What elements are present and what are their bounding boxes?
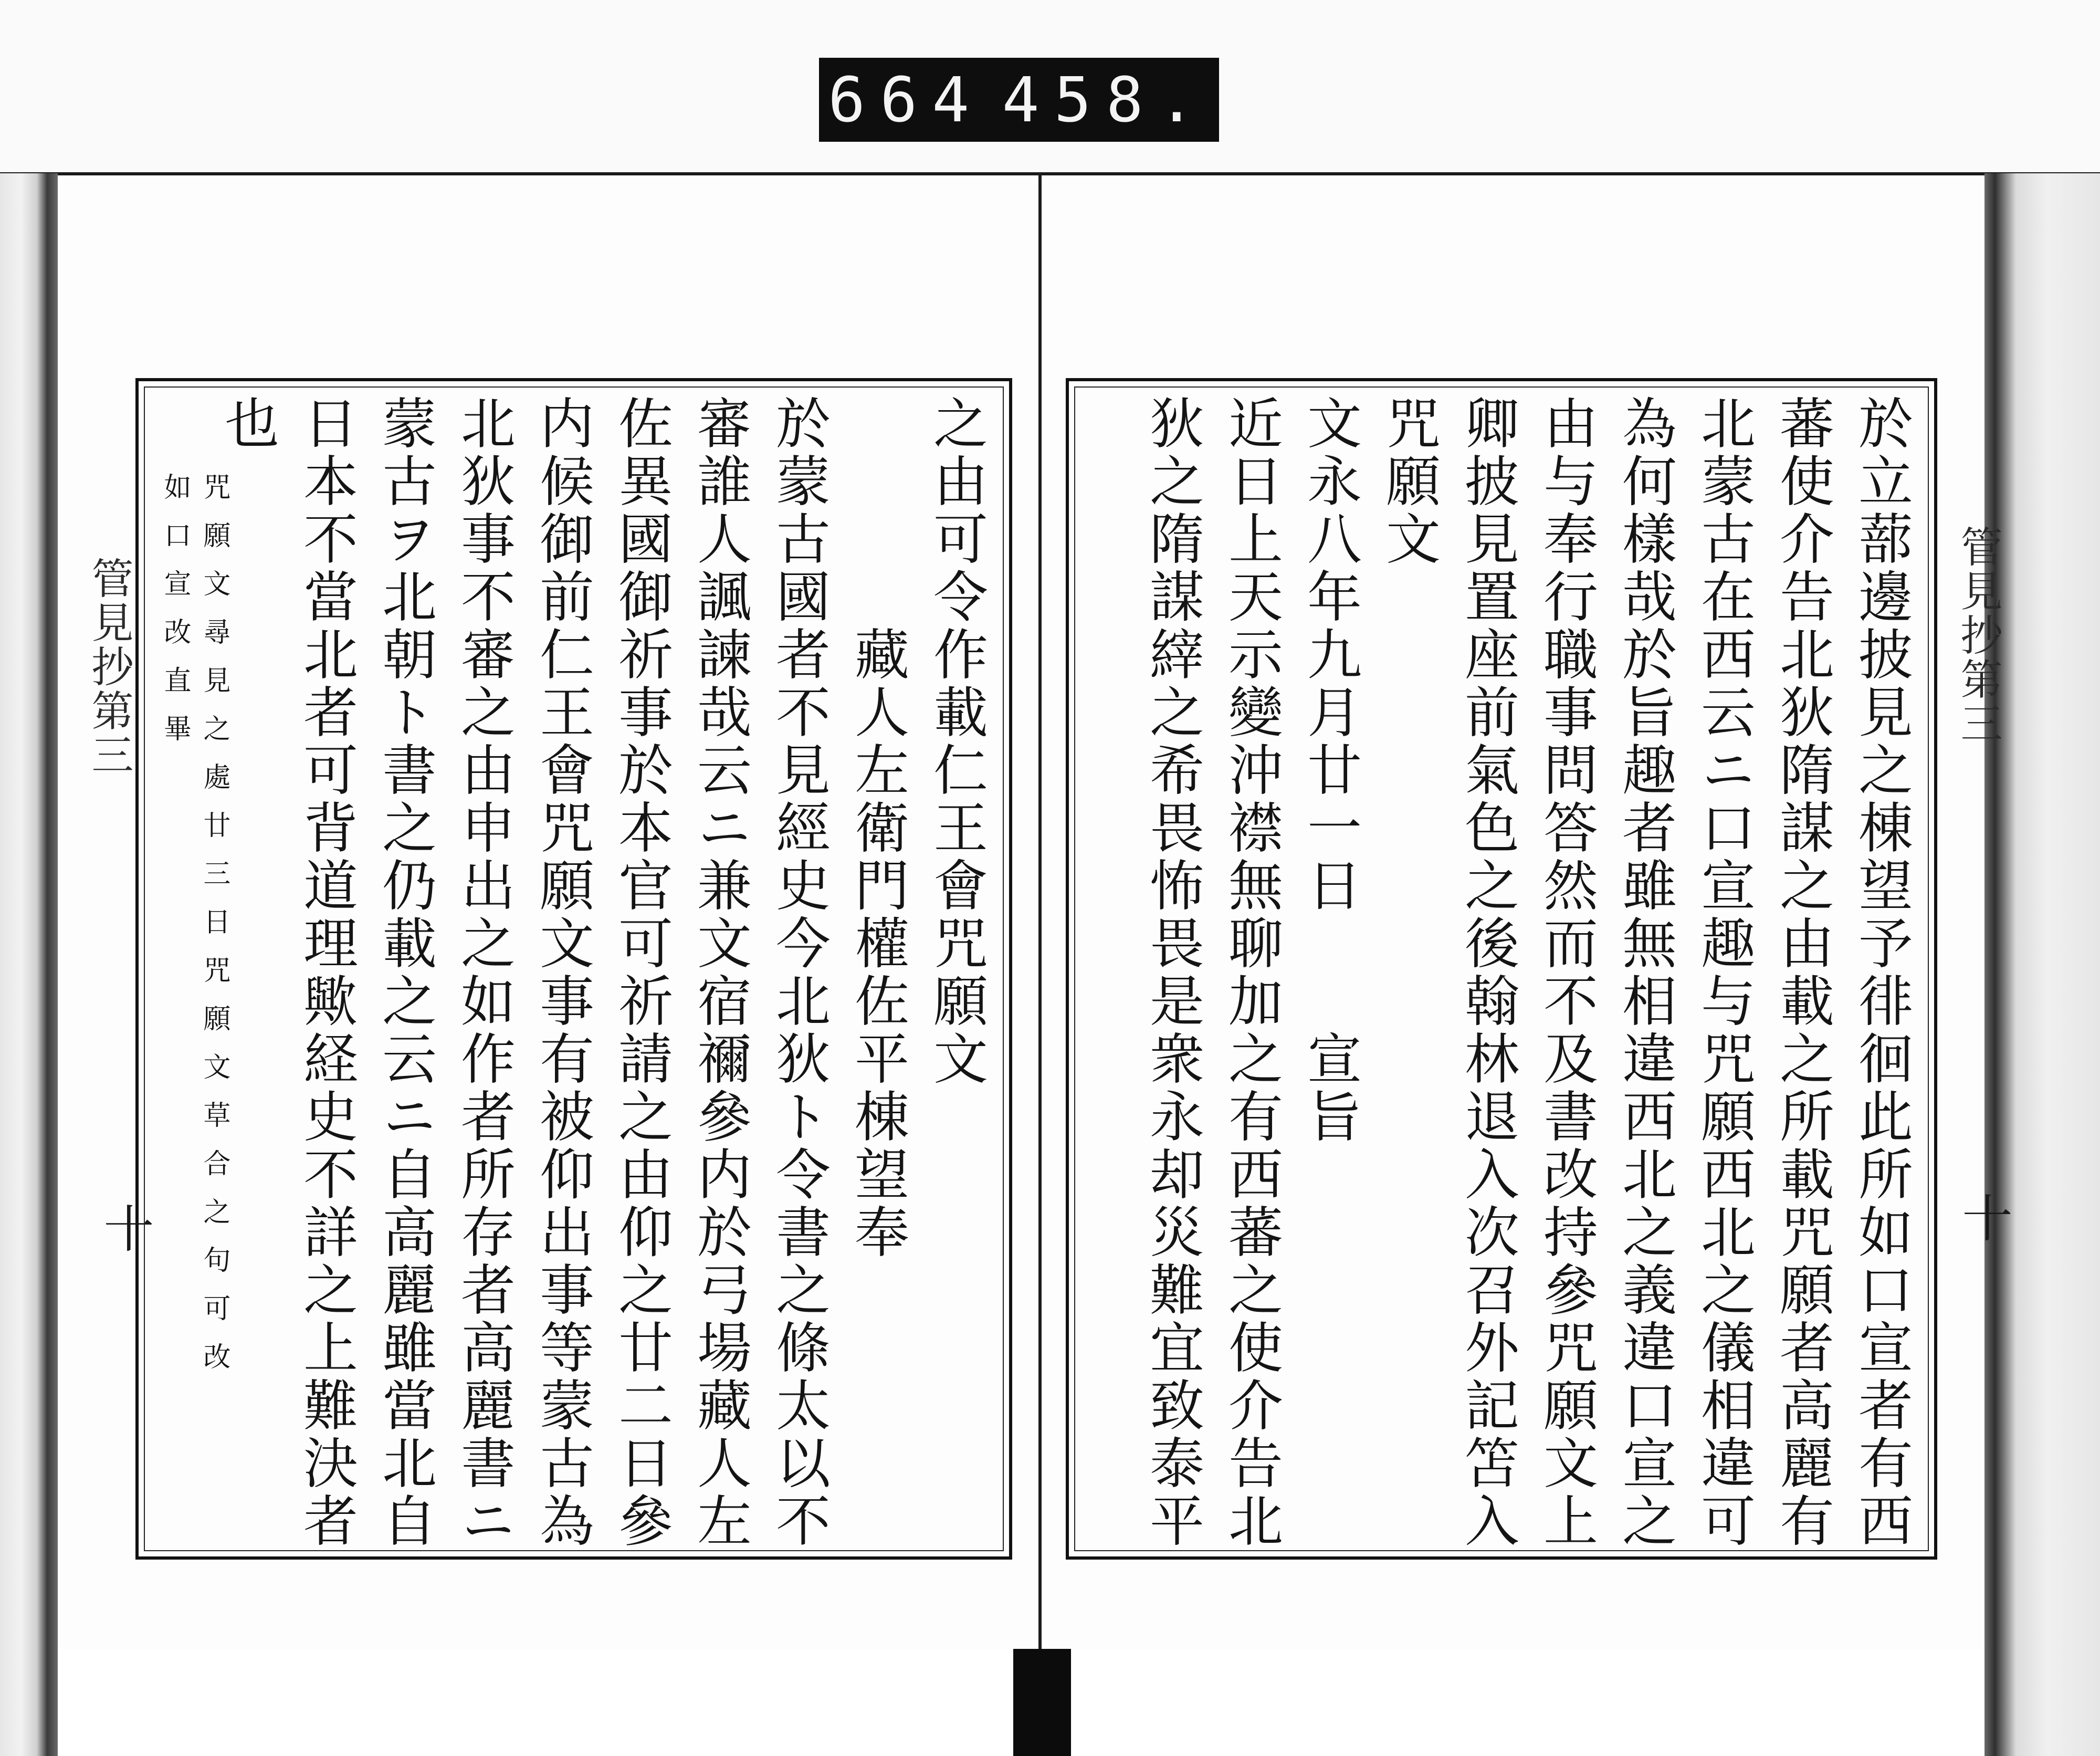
right-col-4: 為何樣哉於旨趣者雖無相違西北之義違口宣之 — [1613, 395, 1677, 1550]
spine-shadow — [1013, 1649, 1071, 1756]
left-folio: 十 — [96, 1203, 154, 1253]
right-page-edge — [1984, 173, 2100, 1756]
left-col-4: 審誰人諷諫哉云ニ兼文宿禰參内於弓場藏人左 — [688, 395, 752, 1550]
left-col-2: 藏人左衛門權佐平棟望奉 — [845, 395, 909, 1261]
left-col-1: 之由可令作載仁王會咒願文 — [924, 395, 988, 1088]
left-note-1: 咒願文尋見之處廿三日咒願文草合之句可改 — [198, 473, 230, 1391]
right-col-7: 咒願文 — [1377, 395, 1441, 568]
left-margin-title: 管見抄第三 — [85, 557, 133, 777]
label-number-left: 664 — [828, 64, 984, 136]
left-page-edge — [0, 173, 58, 1756]
right-col-9: 近日上天示變沖襟無聊加之有西蕃之使介告北 — [1219, 395, 1283, 1550]
right-text-body — [1083, 395, 1920, 1550]
left-col-8: 蒙古ヲ北朝ト書之仍載之云ニ自高麗雖當北自 — [373, 395, 437, 1550]
left-col-5: 佐異國御祈事於本官可祈請之由仰之廿二日參 — [609, 395, 673, 1550]
right-col-3: 北蒙古在西云ニ口宣趣与咒願西北之儀相違可 — [1692, 395, 1756, 1550]
right-col-10: 狄之隋謀縡之希畏怖畏是衆永却災難宜致泰平 — [1140, 395, 1204, 1550]
right-col-8: 文永八年九月廿一日 宣旨 — [1298, 395, 1362, 1146]
left-col-9: 日本不當北者可背道理歟経史不詳之上難決者 — [294, 395, 358, 1550]
left-col-6: 内候御前仁王會咒願文事有被仰出事等蒙古為 — [530, 395, 594, 1550]
right-col-6: 卿披見置座前氣色之後翰林退入次召外記笘入 — [1455, 395, 1519, 1550]
left-col-10: 也 — [215, 395, 279, 453]
right-col-5: 由与奉行職事問答然而不及書改持參咒願文上 — [1534, 395, 1598, 1550]
left-col-7: 北狄事不審之由申出之如作者所存者高麗書ニ — [452, 395, 516, 1550]
right-margin-title: 管見抄第三 — [1954, 525, 2002, 746]
label-number-right: 458. — [1002, 64, 1210, 136]
right-col-2: 蕃使介告北狄隋謀之由載之所載咒願者高麗有 — [1770, 395, 1834, 1550]
left-col-3: 於蒙古國者不見經史今北狄ト令書之條太以不 — [766, 395, 831, 1550]
left-text-body — [152, 395, 995, 1550]
right-col-1: 於立蔀邊披見之棟望予徘徊此所如口宣者有西 — [1849, 395, 1913, 1550]
right-folio: 十 — [1954, 1192, 2013, 1242]
collection-label — [819, 58, 1219, 142]
left-note-2: 如口宣改直畢 — [159, 473, 191, 762]
